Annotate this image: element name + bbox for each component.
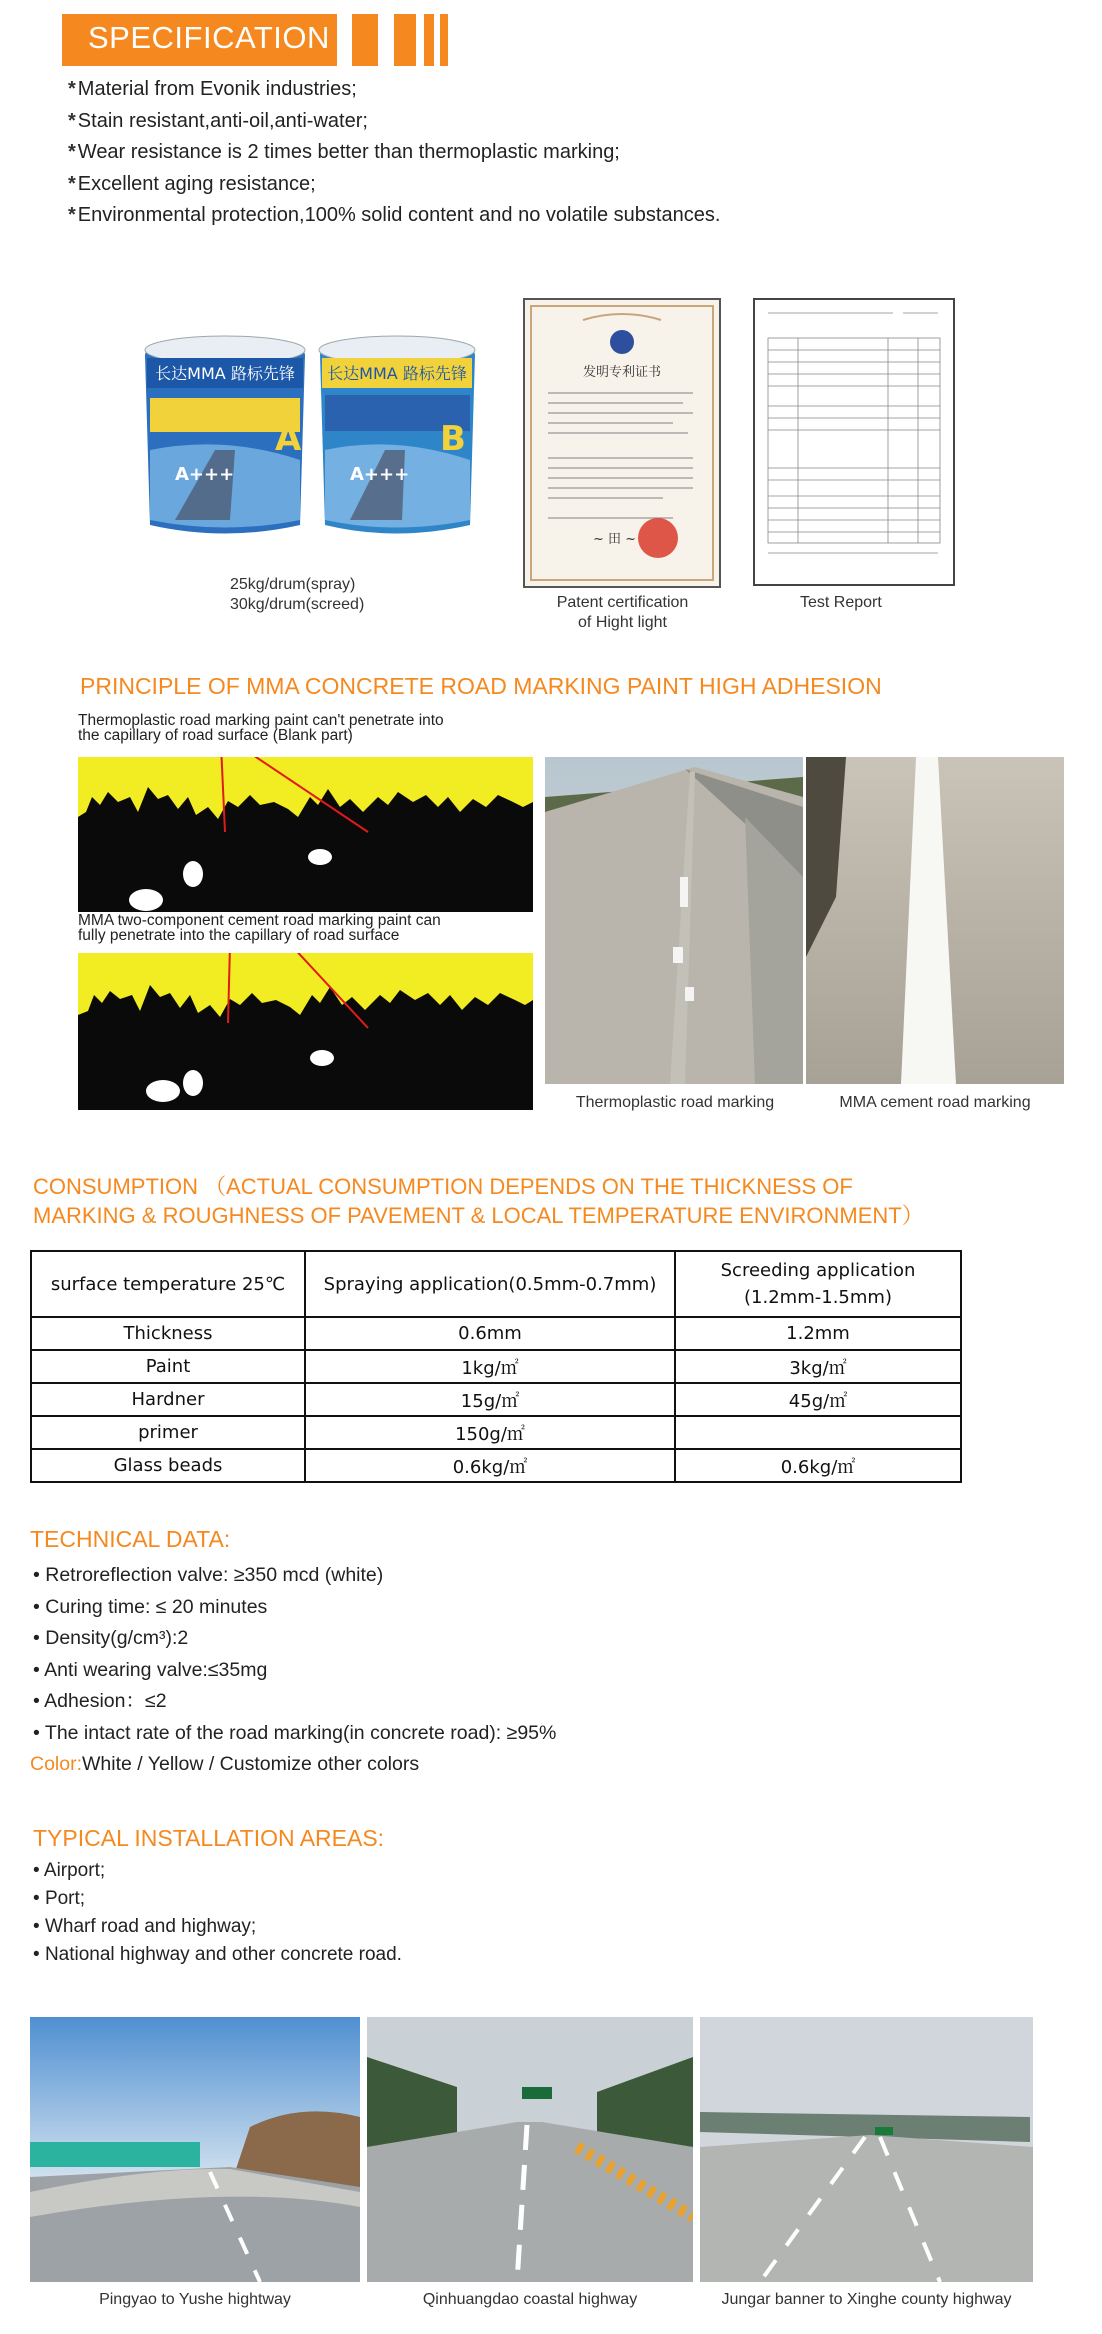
drum-a <box>145 336 305 534</box>
table-cell: 45g/㎡ <box>675 1383 961 1416</box>
installation-list <box>33 1857 402 1969</box>
list-item: • Adhesion：≤2 <box>33 1690 167 1712</box>
list-item: * Wear resistance is 2 times better than thermoplastic marking; <box>68 141 620 163</box>
table-row <box>31 1416 961 1449</box>
specification-list <box>68 74 720 232</box>
patent-certificate-image <box>523 298 721 588</box>
principle-title: PRINCIPLE OF MMA CONCRETE ROAD MARKING PAINT HIGH ADHESION <box>80 673 882 699</box>
highway-caption: Pingyao to Yushe hightway <box>99 2291 291 2308</box>
list-item: • Density(g/cm³):2 <box>33 1627 189 1649</box>
table-header-cell: Spraying application(0.5mm-0.7mm) <box>305 1251 675 1317</box>
list-item: * Environmental protection,100% solid content and no volatile substances. <box>68 204 721 226</box>
banner-stripe <box>440 14 448 66</box>
list-item: • Port; <box>33 1888 86 1909</box>
list-item: * Material from Evonik industries; <box>68 78 357 100</box>
drum-b <box>319 336 475 534</box>
list-item: * Excellent aging resistance; <box>68 172 316 195</box>
table-cell: 1kg/㎡ <box>305 1350 675 1383</box>
mma-road-photo <box>806 757 1064 1084</box>
svg-text:A: A <box>275 419 302 459</box>
test-report-image <box>753 298 955 586</box>
consumption-table <box>30 1250 962 1483</box>
svg-text:长达MMA 路标先锋: 长达MMA 路标先锋 <box>327 364 467 383</box>
highway-photo-qinhuangdao <box>367 2017 693 2282</box>
table-cell: Thickness <box>31 1317 305 1350</box>
list-item: • Curing time: ≤ 20 minutes <box>33 1595 268 1618</box>
highway-caption: Jungar banner to Xinghe county highway <box>721 2291 1012 2308</box>
thermoplastic-photo-caption: Thermoplastic road marking <box>575 1094 775 1111</box>
consumption-title: CONSUMPTION （ACTUAL CONSUMPTION DEPENDS ON THE THICKNESS OF MARKING & ROUGHNESS OF PAVEMENT & LOCAL TEMPERATURE ENVIRONMENT） <box>33 1174 924 1228</box>
table-cell: 0.6kg/㎡ <box>675 1449 961 1482</box>
mma-diagram <box>78 953 533 1110</box>
svg-text:发明专利证书: 发明专利证书 <box>582 365 662 380</box>
svg-text:~ 田 ~: ~ 田 ~ <box>593 532 637 547</box>
test-report-caption: Test Report <box>800 594 882 611</box>
highway-photo-jungar <box>700 2017 1033 2282</box>
banner-stripe <box>424 14 434 66</box>
table-row <box>31 1350 961 1383</box>
list-item: • Retroreflection valve: ≥350 mcd (white) <box>33 1564 384 1586</box>
list-item: * Stain resistant,anti-oil,anti-water; <box>68 109 368 132</box>
patent-caption: Patent certification of Hight light <box>556 594 689 631</box>
highway-photo-pingyao <box>30 2017 360 2282</box>
table-cell: 3kg/㎡ <box>675 1350 961 1383</box>
table-cell: 1.2mm <box>675 1317 961 1350</box>
table-cell: 0.6kg/㎡ <box>305 1449 675 1482</box>
technical-title: TECHNICAL DATA: <box>30 1526 231 1552</box>
table-row <box>31 1317 961 1350</box>
technical-list <box>30 1560 557 1781</box>
table-row <box>31 1383 961 1416</box>
thermoplastic-diagram <box>78 757 533 912</box>
specification-title: SPECIFICATION <box>88 20 330 55</box>
mma-photo-caption: MMA cement road marking <box>839 1094 1031 1111</box>
svg-text:A+++: A+++ <box>350 464 410 485</box>
table-header-row <box>31 1251 961 1317</box>
table-cell: 150g/㎡ <box>305 1416 675 1449</box>
mma-note: MMA two-component cement road marking paint can fully penetrate into the capillary of road surface <box>78 912 441 944</box>
table-header-cell: Screeding application (1.2mm-1.5mm) <box>675 1251 961 1317</box>
table-row <box>31 1449 961 1482</box>
table-cell: 0.6mm <box>305 1317 675 1350</box>
banner-stripe <box>352 14 378 66</box>
table-cell: Glass beads <box>31 1449 305 1482</box>
highway-caption: Qinhuangdao coastal highway <box>422 2291 638 2308</box>
banner-stripe <box>394 14 416 66</box>
svg-text:A+++: A+++ <box>175 464 235 485</box>
thermoplastic-road-photo <box>545 757 803 1084</box>
list-item: • The intact rate of the road marking(in concrete road): ≥95% <box>33 1721 557 1744</box>
list-item: • National highway and other concrete road. <box>33 1944 402 1965</box>
color-line: Color:White / Yellow / Customize other colors <box>30 1753 420 1775</box>
table-cell: Hardner <box>31 1383 305 1416</box>
list-item: • Wharf road and highway; <box>33 1916 257 1937</box>
table-cell <box>675 1416 961 1449</box>
installation-title: TYPICAL INSTALLATION AREAS: <box>33 1825 385 1851</box>
svg-text:B: B <box>440 419 466 459</box>
table-header-cell: surface temperature 25℃ <box>31 1251 305 1317</box>
thermoplastic-note: Thermoplastic road marking paint can't penetrate into the capillary of road surface (Blank part) <box>78 712 444 744</box>
drum-caption: 25kg/drum(spray) 30kg/drum(screed) <box>230 576 365 613</box>
table-cell: Paint <box>31 1350 305 1383</box>
list-item: • Airport; <box>33 1860 106 1881</box>
table-cell: primer <box>31 1416 305 1449</box>
list-item: • Anti wearing valve:≤35mg <box>33 1658 268 1681</box>
svg-text:长达MMA 路标先锋: 长达MMA 路标先锋 <box>155 364 295 383</box>
table-cell: 15g/㎡ <box>305 1383 675 1416</box>
paint-drums-image <box>135 320 485 550</box>
